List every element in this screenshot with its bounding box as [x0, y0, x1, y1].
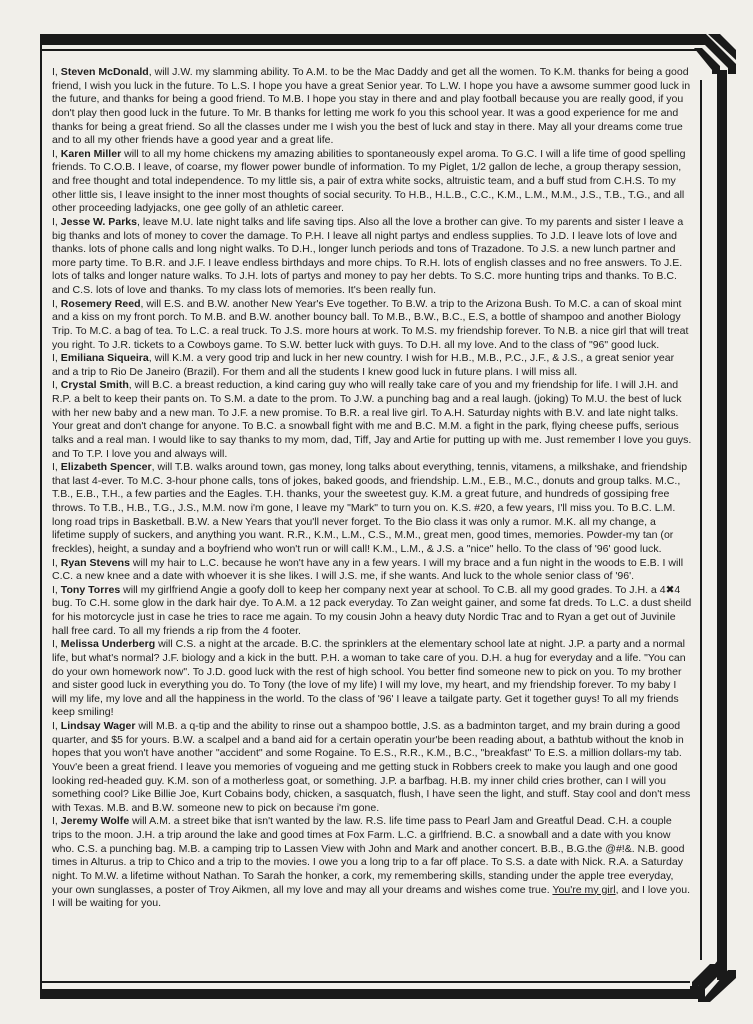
- will-entry: [52, 584, 692, 639]
- will-entry: [52, 216, 692, 298]
- will-entry: [52, 815, 692, 910]
- will-entry: [52, 66, 692, 148]
- will-text: will M.B. a q-tip and the ability to rinse out a shampoo bottle, J.S. as a badminton target, and my brain during a good quarter, and $5 for yours. B.W. a scalpel and a band aid for a certain operatin your'be been reading about, a bathtub without the knob in hopes that you won't have another "accident" and some Rogaine. To E.S., R.R., K.M., B.C., "breakfast" To E.S. a million dollars-my tab. Youv'e been a great friend. I leave you memories of vogueing and me getting stuck in Robbers creek to make you laugh and one good looking red-headed guy. K.M. son of a motherless goat, or something. J.P. a barfbag. H.B. my inner child cries brother, can I will you something cool? Like Billie Joe, Kurt Cobains body, chicken, a sasquatch, flush, I have seen the light, and stuff. Stay cool and don't mess with Texas. M.B. and B.W. someone new to pick on because i'm gone.: [52, 720, 691, 814]
- will-entry: [52, 148, 692, 216]
- will-text: , leave M.U. late night talks and life saving tips. Also all the love a brother can give. To my parents and sister I leave a big thanks and lots of money to cover the damage. To P.H. I leave all night partys and endless supplies. To J.D. I leave lots of love and thanks. lots of phone calls and long night walks. To D.H., longer lunch periods and tons of Trazadone. To J.S. a new lunch partner and more party time. To B.R. and J.F. I leave endless birthdays and more chips. To R.H. lots of english classes and no free answers. To J.E. lots of talks and longer nature walks. To J.H. lots of partys and money to pay her debts. To S.C. more hunting trips and thanks. To B.C. and C.S. lots of love and thanks. To my class lots of memories. It's been really fun.: [52, 215, 684, 296]
- senior-name: Melissa Underberg: [60, 638, 156, 651]
- frame-bottom-bar: [40, 989, 705, 999]
- frame-right-rule: [700, 80, 702, 960]
- entry-prefix: I,: [52, 583, 61, 596]
- senior-name: Crystal Smith: [60, 379, 129, 392]
- entry-prefix: I,: [52, 815, 61, 828]
- senior-name: Karen Miller: [60, 147, 122, 160]
- will-text: , will E.S. and B.W. another New Year's Eve together. To B.W. a trip to the Arizona Bush. To M.C. a can of skoal mint and a kiss on my front porch. To M.B. and B.W. another bouncy ball. To M.B., B.W., B.C., E.S, a bottle of shampoo and another Biology Trip. To M.C. a bag of tea. To L.C. a real truck. To J.S. more hours at work. To M.S. my friendship forever. To N.B. a nice girl that will treat you right. To J.R. tickets to a Cowboys game. To S.W. better luck with guys. To D.H. all my love. And to the class of "96" good luck.: [52, 297, 689, 351]
- senior-name: Rosemery Reed: [60, 297, 141, 310]
- will-entry: [52, 557, 692, 584]
- frame-left-rule: [40, 34, 42, 999]
- entry-prefix: I,: [52, 638, 61, 651]
- will-text: will C.S. a night at the arcade. B.C. the sprinklers at the elementary school late at night. J.P. a party and a normal life, but what's normal? J.F. biology and a kick in the butt. P.H. a woman to take care of you. D.H. a hug for everyday and a life. "You can do your own homework now". To J.D. good luck with the rest of high school. You better find someone new to pick on you. To my brother and sister good luck in everything you do. To Tony (the love of my life) I will my love, my heart, and my friendship forever. To my baby I will my life, my love and all the happiness in the world. To the class of '96' I leave a tailgate party. Get it together guys! To all my friends keep smiling!: [52, 638, 686, 719]
- frame-right-bar: [717, 70, 727, 980]
- will-text: will my hair to L.C. because he won't have any in a few years. I will my brace and a fun night in the woods to E.B. I will C.C. a new knee and a date with whoever it is she likes. I will J.S. me, if she wants. And luck to the whole senior class of '96'.: [52, 556, 684, 583]
- senior-name: Lindsay Wager: [60, 720, 136, 732]
- entry-prefix: I,: [52, 720, 61, 732]
- will-entry: [52, 461, 692, 556]
- will-entry: [52, 638, 692, 720]
- entry-prefix: I,: [52, 379, 61, 392]
- entry-prefix: I,: [52, 66, 61, 78]
- entry-prefix: I,: [52, 147, 61, 160]
- will-entry: [52, 379, 692, 461]
- entry-prefix: I,: [52, 352, 61, 365]
- will-text: will my girlfriend Angie a goofy doll to keep her company next year at school. To C.B. all my good grades. To J.H. a 4✖4 bug. To C.H. some glow in the dark hair dye. To A.M. a 12 pack everyday. To Zan weight gainer, and some fat dreds. To L.C. a dust sheild for his motorcycle just in case he tries to race me again. To my cousin John a heavy duty Nordic Trac and to Ryan a get out of Juvinile hall free card. To all my friends a rip from the 4 footer.: [52, 583, 692, 637]
- will-text: will A.M. a street bike that isn't wanted by the law. R.S. life time pass to Pearl Jam and Greatful Dead. C.H. a couple trips to the moon. J.H. a trip around the lake and good times at Fox Farm. L.C. a girlfriend. B.C. a snowball and a date with you know who. C.S. a punching bag. M.B. a camping trip to Lassen View with John and Mark and another concert. B.B., B.G.the @#!&. N.B. good times in Alturus. a trip to Chico and a trip to the movies. I owe you a long trip to a far off place. To S.S. a date with Nick. R.A. a Saturday night. To M.W. a lifetime without Nathan. To Sarah the honker, a cork, my remembering skills, standing under the apple tree everyday, your own sunglasses, a poster of Troy Aikmen, all my love and may all your dreams and wishes come true.: [52, 815, 685, 896]
- senior-name: Jesse W. Parks: [60, 215, 138, 228]
- will-text: , will J.W. my slamming ability. To A.M. to be the Mac Daddy and get all the women. To K.M. thanks for being a good friend, I wish you luck in the future. To L.S. I hope you have a great Senior year. To L.W. I hope you have a awsome summer good luck in the future, and thanks for being a good friend. To M.B. I hope you stay in there and and play football because you are really good, if you don't play then good luck in the future. To Mr. B thanks for letting me work fo you this school year. It was a good experience for me and thanks for being a great friend. So all the classes under me I wish you the best of luck and stay in there. May all your dreams come true and to all my other friends have a good year and a great life.: [52, 66, 691, 147]
- underlined-phrase: You're my girl: [552, 883, 616, 896]
- senior-name: Elizabeth Spencer: [60, 461, 152, 474]
- senior-name: Jeremy Wolfe: [60, 815, 130, 828]
- will-text: , will K.M. a very good trip and luck in her new country. I wish for H.B., M.B., P.C., J.F., & J.S., a great senior year and a trip to Rio De Janeiro (Brazil). For them and all the students I knew good luck in future plans. I will miss all.: [52, 352, 675, 378]
- frame-bottom-rule: [40, 981, 690, 983]
- frame-top-bar: [40, 34, 705, 45]
- will-text: , will B.C. a breast reduction, a kind caring guy who will really take care of you and my friendship for life. I will J.H. and R.P. a belt to keep their pants on. To S.M. a date to the prom. To J.W. a punching bag and a real laugh. (joking) To M.U. the best of luck with her new baby and a new man. To J.F. a new promise. To B.R. a real live girl. To A.H. Saturday nights with B.V. and late night talks. Your great and don't change for anyone. To B.C. a snowball fight with me and B.C. M.M. a fight in the park, flying cheese puffs, serious talks and a real man. I would like to say thanks to my mom, dad, Tiff, Jay and Artie for putting up with me. Just remember I love you guys. and To T.P. I love you and always will.: [52, 379, 692, 460]
- will-text: will to all my home chickens my amazing abilities to spontaneously expel aroma. To G.C. I will a life time of good spelling friends. To C.O.B. I leave, of coarse, my flower power bundle of information. To my Piglet, 1/2 gallon de leche, a group therapy session, and free thought and total independence. To my little sis, a pair of extra white socks, altruistic team, and a buff stud from C.H.S. To my other little sis, I leave insight to the inner most thoughts of social security. To H.B., H.L.B., C.C., K.M., L.M., M.M., J.S., T.B., T.G., and all other proceeding ladyjacks, one gee golly of an athletic career.: [52, 147, 686, 215]
- will-entry: [52, 720, 692, 815]
- frame-top-rule: [40, 49, 698, 51]
- will-entry: [52, 298, 692, 353]
- senior-name: Emiliana Siqueira: [60, 352, 149, 365]
- entry-prefix: I,: [52, 297, 61, 310]
- will-text: , will T.B. walks around town, gas money, long talks about everything, tennis, vitamens, a milkshake, and friendship that last 4-ever. To M.C. 3-hour phone calls, tons of jokes, baked goods, and friendship. L.M., E.B., M.C., donuts and group talks. M.C., T.B., E.B., T.H., a few parties and the Eagles. T.H. thanks, your the sweetest guy. K.M. a great future, and hundreds of gossiping free throws. To T.B., H.B., T.G., J.S., M.M. now i'm gone, I leave my "Mark" to turn you on. K.S. #20, a few years, I'll miss you. To B.C. L.M. long road trips in Basketball. B.W. a New Years that you'll never forget. To the Bio class it was only a rumor. M.K. all my change, a lifetime supply of suckers, and anything you want. R.R., K.M., L.M., C.S., M.M., great men, good times, memories. Powder-my tan (or freckles), height, a sunday and a boyfriend who won't run or will call! K.M., L.M., & J.S. a "nice" hello. To the class of '96' good luck.: [52, 461, 688, 555]
- entry-prefix: I,: [52, 461, 61, 474]
- senior-name: Tony Torres: [60, 583, 121, 596]
- entry-prefix: I,: [52, 215, 61, 228]
- will-entry: [52, 352, 692, 379]
- senior-name: Ryan Stevens: [60, 556, 130, 569]
- corner-ornament-top-right: [690, 30, 740, 82]
- senior-name: Steven McDonald: [60, 66, 149, 78]
- entry-prefix: I,: [52, 556, 61, 569]
- will-text-tail: , and I love you. I will be waiting for you.: [52, 883, 691, 910]
- wills-text-block: [52, 66, 692, 911]
- corner-ornament-bottom-right: [688, 958, 740, 1004]
